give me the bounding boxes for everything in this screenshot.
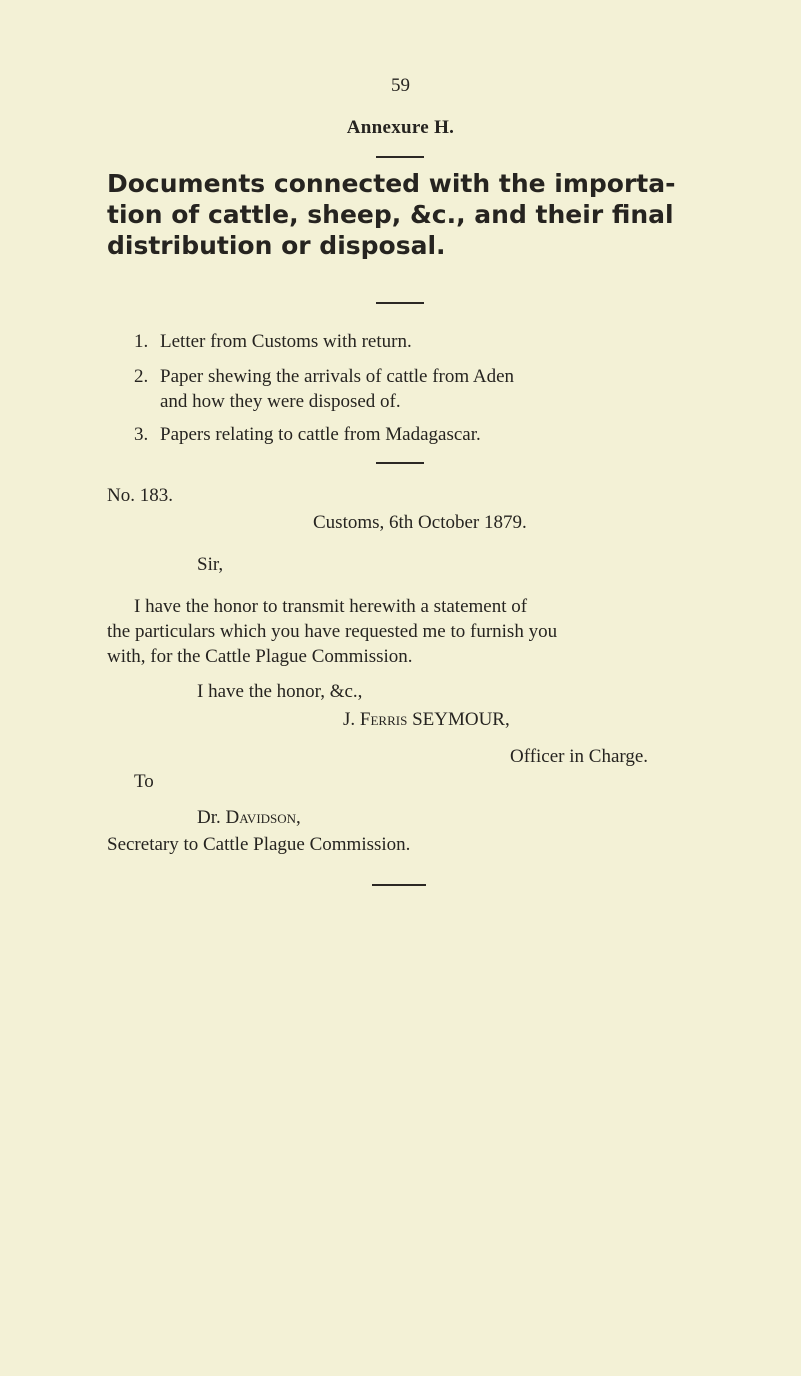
section-rule	[376, 462, 424, 464]
letter-body-line: the particulars which you have requested me to furnish you	[107, 621, 558, 642]
signature-initial: J.	[343, 709, 356, 730]
letter-place-date: Customs, 6th October 1879.	[313, 512, 527, 533]
end-rule	[372, 884, 426, 886]
heading-rule	[376, 156, 424, 158]
annexure-heading: Annexure H.	[346, 117, 455, 138]
letter-closing: I have the honor, &c.,	[197, 681, 363, 702]
list-item-number: 1.	[134, 331, 149, 352]
list-item-text: Paper shewing the arrivals of cattle from Aden	[160, 366, 515, 387]
to-label: To	[134, 771, 154, 792]
list-item-continuation: and how they were disposed of.	[160, 391, 401, 412]
list-item	[134, 423, 481, 447]
document-title	[107, 168, 767, 261]
list-item-text: Papers relating to cattle from Madagascar.	[160, 424, 481, 445]
list-item-number: 3.	[134, 424, 149, 445]
list-item-text: Letter from Customs with return.	[160, 331, 412, 352]
title-line: Documents connected with the importa-	[107, 169, 676, 198]
signature-name	[343, 708, 510, 732]
addressee-title: Secretary to Cattle Plague Commission.	[107, 834, 411, 855]
list-item-number: 2.	[134, 366, 149, 387]
addressee-surname: Davidson,	[225, 807, 301, 828]
letter-number: No. 183.	[107, 485, 173, 506]
list-item	[134, 365, 514, 389]
signature-middle-name: Ferris	[359, 709, 408, 730]
letter-body-line: with, for the Cattle Plague Commission.	[107, 646, 413, 667]
title-rule	[376, 302, 424, 304]
list-item	[134, 330, 412, 354]
addressee-name	[197, 806, 301, 830]
signature-title: Officer in Charge.	[510, 746, 649, 767]
addressee-prefix: Dr.	[197, 807, 221, 828]
page-number: 59	[391, 75, 410, 96]
signature-surname: SEYMOUR,	[412, 709, 510, 730]
title-line: tion of cattle, sheep, &c., and their final	[107, 200, 674, 229]
letter-salutation: Sir,	[197, 554, 224, 575]
letter-body-line: I have the honor to transmit herewith a statement of	[134, 596, 528, 617]
title-line: distribution or disposal.	[107, 231, 446, 260]
